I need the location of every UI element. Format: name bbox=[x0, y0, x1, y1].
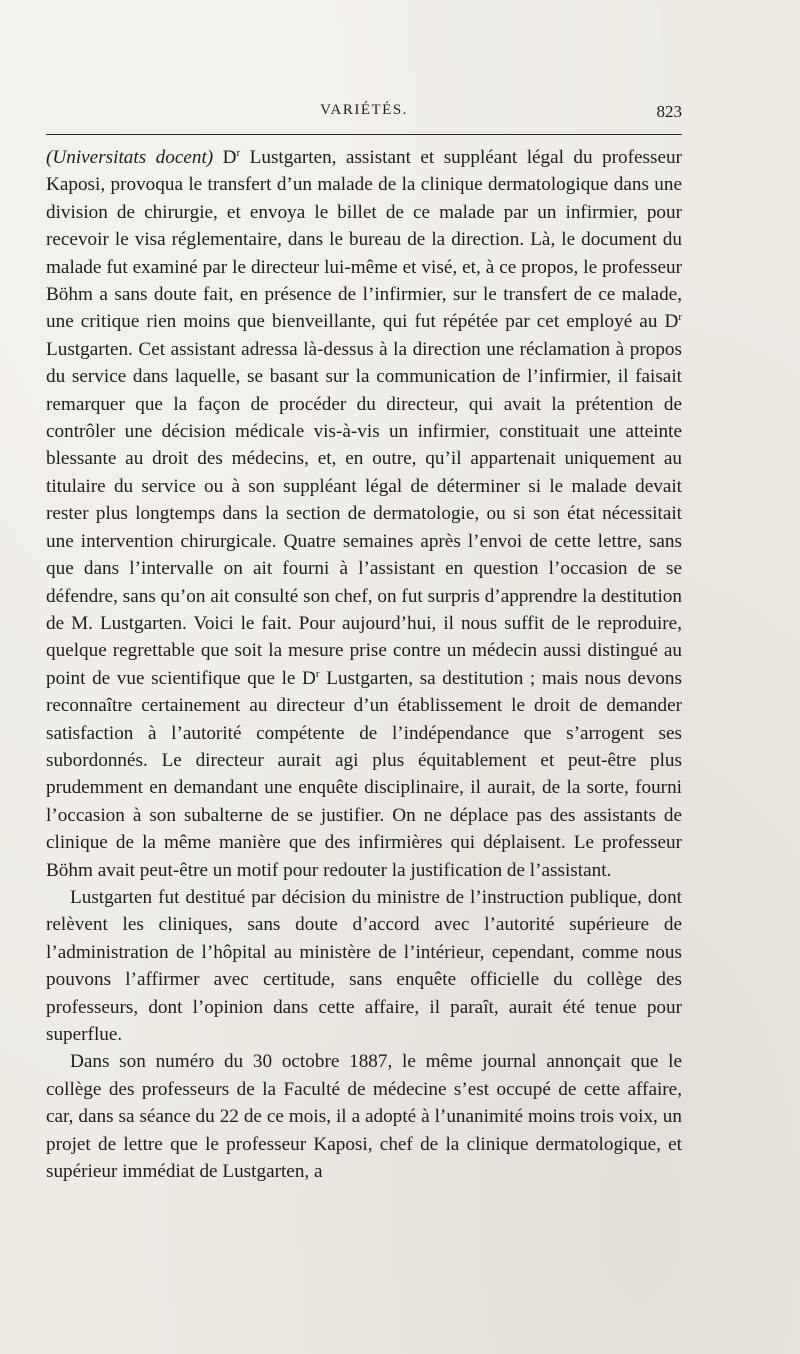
body-text bbox=[46, 144, 682, 1185]
paragraph-3 bbox=[46, 1048, 682, 1185]
paragraph-2-text: Lustgarten fut destitué par décision du ministre de l’instruction publique, dont relèvent les cliniques, sans doute d’accord avec l’autorité supérieure de l’administration de l’hôpital au ministère de l’intérieur, cependant, comme nous pouvons l’affirmer avec certitude, sans enquête officielle du collège des professeurs, dont l’opinion dans cette affaire, il paraît, aurait été tenue pour superflue. bbox=[46, 886, 682, 1045]
superscript: r bbox=[678, 311, 682, 324]
page-number: 823 bbox=[656, 102, 682, 121]
header-rule bbox=[46, 134, 682, 135]
paragraph-3-text: Dans son numéro du 30 octobre 1887, le même journal annonçait que le collège des professeurs de la Faculté de médecine s’est occupé de cette affaire, car, dans sa séance du 22 de ce mois, il a adopté à l’unanimité moins trois voix, un projet de lettre que le professeur Kaposi, chef de la clinique dermatologique, et supérieur immédiat de Lustgarten, a bbox=[46, 1051, 682, 1183]
running-title: VARIÉTÉS. bbox=[320, 102, 408, 118]
page-header bbox=[46, 102, 682, 126]
paragraph-1-text: $D^r$ Lustgarten, assistant et suppléant légal du professeur Kaposi, provoqua le transfert d’un malade de la clinique dermatologique dans une division de chirurgie, et envoya le billet de ce malade par un infirmier, pour recevoir le visa réglementaire, dans le bureau de la direction. Là, le document du malade fut examiné par le directeur lui-même et visé, et, à ce propos, le professeur Böhm a sans doute fait, en présence de l’infirmier, sur le transfert de ce malade, une critique rien moins que bienveillante, qui fut répétée par cet employé au $D^r$ Lustgarten. Cet assistant adressa là-dessus à la direction une réclamation à propos du service dans laquelle, se basant sur la communication de l’infirmier, il faisait remarquer que la façon de procéder du directeur, qui avait la prétention de contrôler une décision médicale vis-à-vis un infirmier, constituait une atteinte blessante au droit des médecins, et, en outre, qu’il appartenait uniquement au titulaire du service ou à son suppléant légal de déterminer si le malade devait rester plus longtemps dans la section de dermatologie, ou si son état nécessitait une intervention chirurgicale. Quatre semaines après l’envoi de cette lettre, sans que dans l’intervalle on ait fourni à l’assistant en question l’occasion de se défendre, sans qu’on ait consulté son chef, on fut surpris d’apprendre la destitution de M. Lustgarten. Voici le fait. Pour aujourd’hui, il nous suffit de le reproduire, quelque regrettable que soit la mesure prise contre un médecin aussi distingué au point de vue scientifique que le $D^r$ Lustgarten, sa destitution ; mais nous devons reconnaître certainement au directeur d’un établissement le droit de demander satisfaction à l’autorité compétente de l’indépendance que s’arrogent ses subordonnés. Le directeur aurait agi plus équitablement et peut-être plus prudemment en demandant une enquête disciplinaire, il aurait, de la sorte, fourni l’occasion à son subalterne de se justifier. On ne déplace pas des assistants de clinique de la même manière que des infirmières qui déplaisent. Le professeur Böhm avait peut-être un motif pour redouter la justification de l’assistant. bbox=[46, 147, 682, 881]
paragraph-1-italic-lead: (Universitats docent) bbox=[46, 147, 214, 168]
superscript: r bbox=[236, 147, 241, 159]
paragraph-1 bbox=[46, 144, 682, 884]
paragraph-2 bbox=[46, 884, 682, 1048]
superscript: r bbox=[315, 667, 320, 680]
